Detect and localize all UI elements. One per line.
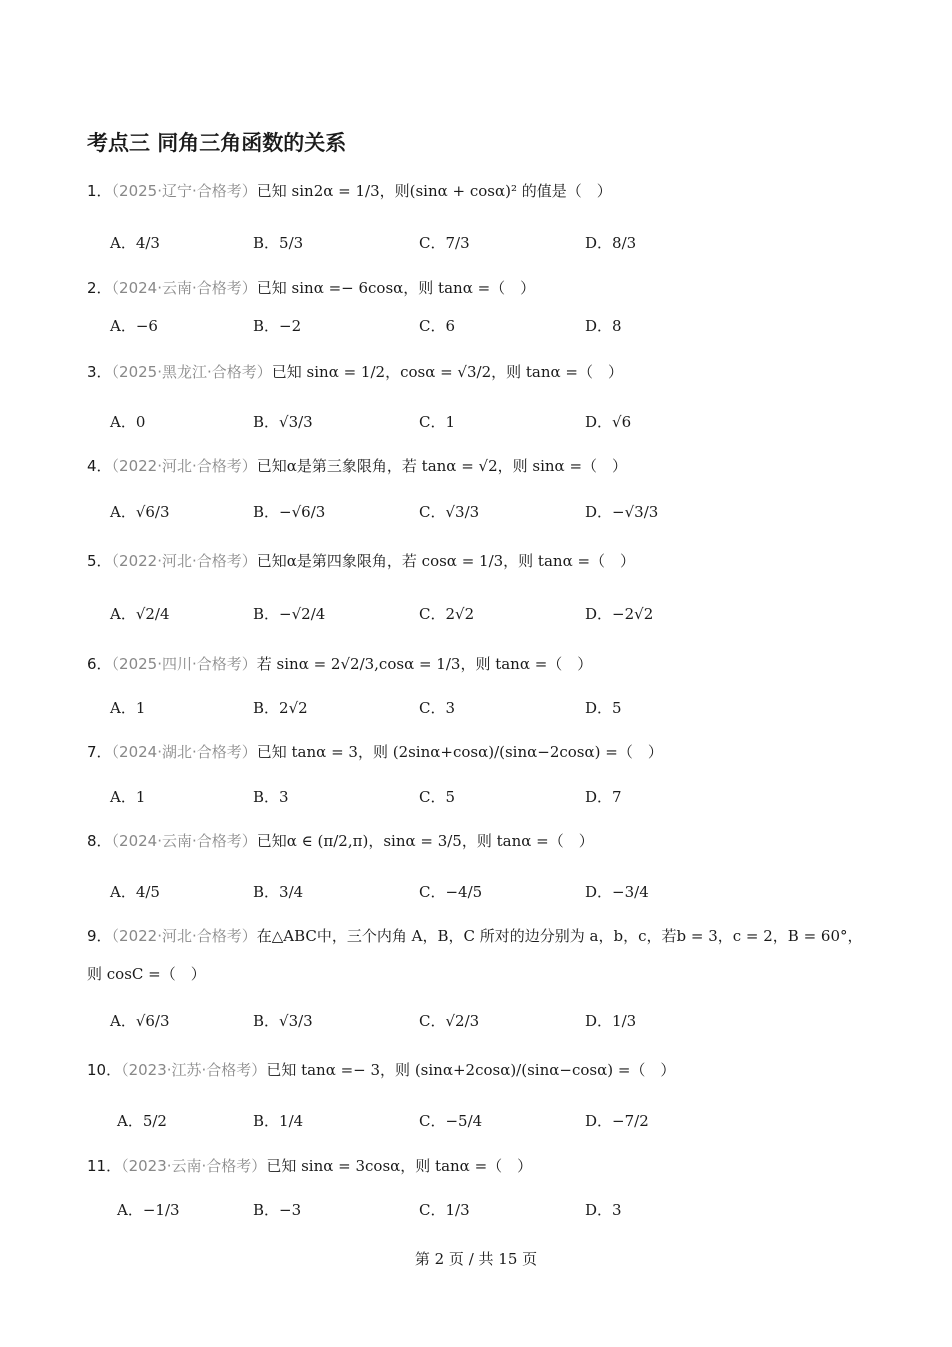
answer-option-a[interactable]: A．1	[110, 788, 146, 806]
answer-option-c[interactable]: C．2√2	[419, 605, 475, 623]
answer-option-a[interactable]: A．1	[110, 699, 146, 717]
question-source: （2025·黑龙江·合格考）	[111, 363, 272, 381]
answer-option-d[interactable]: D．−2√2	[585, 605, 654, 623]
answer-option-c[interactable]: C．5	[419, 788, 456, 806]
answer-option-c[interactable]: C．6	[419, 317, 456, 335]
question-stem	[87, 1059, 675, 1081]
question-number: 11．	[87, 1157, 122, 1175]
answer-option-c[interactable]: C．−4/5	[419, 883, 483, 901]
answer-option-b[interactable]: B．−2	[253, 317, 302, 335]
question-text-continued: 则 cosC =（ ）	[87, 965, 206, 983]
question-number: 6．	[87, 655, 112, 673]
question-stem	[87, 550, 635, 572]
question-text: 已知 sin2α = 1/3，则(sinα + cosα)² 的值是（ ）	[256, 182, 612, 200]
question-stem	[87, 1155, 532, 1177]
question-text: 已知 tanα =− 3，则 (sinα+2cosα)/(sinα−cosα) =（ ）	[266, 1061, 676, 1079]
question-text: 已知 tanα = 3，则 (2sinα+cosα)/(sinα−2cosα) =（ ）	[256, 743, 663, 761]
question-source: （2022·河北·合格考）	[111, 552, 257, 570]
answer-option-c[interactable]: C．1/3	[419, 1201, 470, 1219]
answer-option-d[interactable]: D．1/3	[585, 1012, 637, 1030]
answer-option-c[interactable]: C．√2/3	[419, 1012, 480, 1030]
answer-option-b[interactable]: B．−√2/4	[253, 605, 326, 623]
question-stem	[87, 180, 612, 202]
answer-option-b[interactable]: B．3/4	[253, 883, 304, 901]
question-source: （2024·云南·合格考）	[111, 279, 257, 297]
answer-option-a[interactable]: A．−6	[110, 317, 158, 335]
page-footer: 第 2 页 / 共 15 页	[414, 1250, 538, 1268]
answer-option-b[interactable]: B．2√2	[253, 699, 308, 717]
answer-option-a[interactable]: A．√6/3	[110, 1012, 170, 1030]
answer-option-a[interactable]: A．4/3	[110, 234, 160, 252]
question-source: （2023·江苏·合格考）	[121, 1061, 267, 1079]
question-stem	[87, 925, 863, 947]
question-source: （2024·云南·合格考）	[111, 832, 257, 850]
answer-option-b[interactable]: B．1/4	[253, 1112, 304, 1130]
answer-option-d[interactable]: D．√6	[585, 413, 632, 431]
question-text: 已知 sinα = 1/2，cosα = √3/2，则 tanα =（ ）	[271, 363, 623, 381]
answer-option-b[interactable]: B．−3	[253, 1201, 302, 1219]
question-stem	[87, 361, 623, 383]
answer-option-a[interactable]: A．√6/3	[110, 503, 170, 521]
answer-option-c[interactable]: C．7/3	[419, 234, 470, 252]
answer-option-d[interactable]: D．−√3/3	[585, 503, 659, 521]
answer-option-c[interactable]: C．√3/3	[419, 503, 480, 521]
answer-option-c[interactable]: C．1	[419, 413, 456, 431]
question-source: （2025·四川·合格考）	[111, 655, 257, 673]
answer-option-a[interactable]: A．−1/3	[117, 1201, 180, 1219]
answer-option-c[interactable]: C．3	[419, 699, 456, 717]
answer-option-d[interactable]: D．−3/4	[585, 883, 649, 901]
answer-option-b[interactable]: B．3	[253, 788, 289, 806]
answer-option-d[interactable]: D．−7/2	[585, 1112, 649, 1130]
answer-option-b[interactable]: B．√3/3	[253, 1012, 313, 1030]
answer-option-b[interactable]: B．5/3	[253, 234, 304, 252]
question-text: 已知α是第四象限角，若 cosα = 1/3，则 tanα =（ ）	[256, 552, 636, 570]
answer-option-d[interactable]: D．7	[585, 788, 622, 806]
question-number: 2．	[87, 279, 112, 297]
question-number: 7．	[87, 743, 112, 761]
question-source: （2025·辽宁·合格考）	[111, 182, 257, 200]
answer-option-a[interactable]: A．√2/4	[110, 605, 170, 623]
answer-option-a[interactable]: A．0	[110, 413, 146, 431]
answer-option-a[interactable]: A．5/2	[117, 1112, 167, 1130]
question-stem	[87, 455, 627, 477]
question-text: 已知α是第三象限角，若 tanα = √2，则 sinα =（ ）	[256, 457, 628, 475]
answer-option-d[interactable]: D．8/3	[585, 234, 637, 252]
question-text: 已知α ∈ (π/2,π)，sinα = 3/5，则 tanα =（ ）	[256, 832, 594, 850]
section-title: 考点三 同角三角函数的关系	[87, 131, 347, 155]
question-source: （2024·湖北·合格考）	[111, 743, 257, 761]
question-source: （2023·云南·合格考）	[121, 1157, 267, 1175]
question-stem	[87, 653, 592, 675]
question-number: 3．	[87, 363, 112, 381]
question-number: 5．	[87, 552, 112, 570]
question-text: 已知 sinα = 3cosα，则 tanα =（ ）	[266, 1157, 533, 1175]
answer-option-a[interactable]: A．4/5	[110, 883, 160, 901]
answer-option-d[interactable]: D．5	[585, 699, 622, 717]
question-stem	[87, 830, 594, 852]
question-number: 10．	[87, 1061, 122, 1079]
question-stem	[87, 741, 663, 763]
question-number: 4．	[87, 457, 112, 475]
question-source: （2022·河北·合格考）	[111, 457, 257, 475]
answer-option-d[interactable]: D．8	[585, 317, 622, 335]
question-stem	[87, 277, 535, 299]
question-number: 1．	[87, 182, 112, 200]
question-number: 9．	[87, 927, 112, 945]
question-source: （2022·河北·合格考）	[111, 927, 257, 945]
question-number: 8．	[87, 832, 112, 850]
question-text: 在△ABC中，三个内角 A，B，C 所对的边分别为 a，b，c，若b = 3，c = 2，B = 60°，	[256, 927, 863, 945]
answer-option-c[interactable]: C．−5/4	[419, 1112, 483, 1130]
answer-option-d[interactable]: D．3	[585, 1201, 622, 1219]
question-text: 若 sinα = 2√2/3,cosα = 1/3，则 tanα =（ ）	[256, 655, 593, 673]
answer-option-b[interactable]: B．√3/3	[253, 413, 313, 431]
question-text: 已知 sinα =− 6cosα，则 tanα =（ ）	[256, 279, 536, 297]
answer-option-b[interactable]: B．−√6/3	[253, 503, 326, 521]
